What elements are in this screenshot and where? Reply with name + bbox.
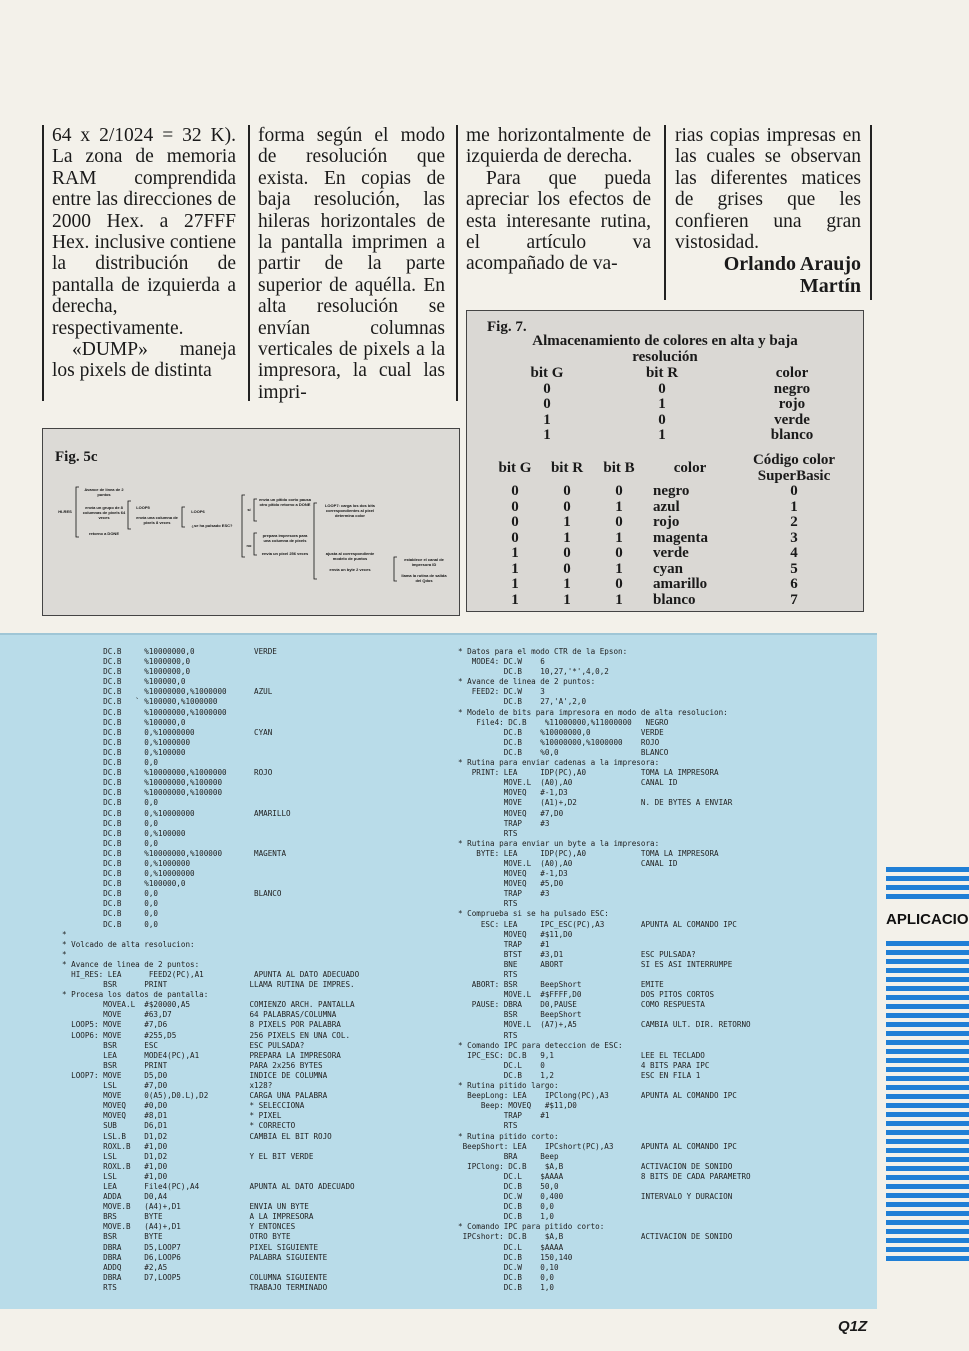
- table-cell: 1: [658, 396, 666, 412]
- diagram-bracket: [254, 499, 257, 521]
- diagram-node: retorno a DONE: [88, 531, 119, 536]
- table-cell: 1: [658, 427, 666, 443]
- column-rule-right: [870, 125, 872, 300]
- article-paragraph: me horizontalmente de izquierda de derecha.: [466, 125, 651, 168]
- column-rule: [456, 125, 458, 401]
- column-rule-left: [42, 125, 44, 401]
- diagram-node: establece el canal de impresora ID: [404, 557, 444, 567]
- article-column-4: [675, 125, 861, 297]
- stripe: [886, 1031, 969, 1036]
- table-header: bit G: [498, 459, 532, 476]
- table-cell: 0: [658, 380, 666, 397]
- table-cell: cyan: [653, 560, 683, 577]
- assembly-listing-left: DC.B %10000000,0 VERDE DC.B %1000000,0 DC.B %1000000,0 DC.B %100000,0 DC.B %10000000,%1000000 AZUL DC.B ` %100000,%1000000 DC.B %10000000,%1000000 DC.B %100000,0 DC.B 0,%10000000 CYAN DC.B 0,%1000000 DC.B 0,%100000 DC.B 0,0 DC.B %10000000,%1000000 ROJO DC.B %10000000,%100000 DC.B %10000000,%100000 DC.B 0,0 DC.B 0,%10000000 AMARILLO DC.B 0,0 DC.B 0,%100000 DC.B 0,0 DC.B %10000000,%100000 MAGENTA DC.B 0,%1000000 DC.B 0,%10000000 DC.B %100000,0 DC.B 0,0 BLANCO DC.B 0,0 DC.B 0,0 DC.B 0,0 * * Volcado de alta resolucion: * * Avance de linea de 2 puntos: HI_RES: LEA FEED2(PC),A1 APUNTA AL DATO ADECUADO BSR PRINT LLAMA RUTINA DE IMPRES. * Procesa los datos de pantalla: MOVEA.L #$20000,A5 COMIENZO ARCH. PANTALLA MOVE #63,D7 64 PALABRAS/COLUMNA LOOP5: MOVE #7,D6 8 PIXELS POR PALABRA LOOP6: MOVE #255,D5 256 PIXELS EN UNA COL. BSR ESC ESC PULSADA? LEA MODE4(PC),A1 PREPARA LA IMPRESORA BSR PRINT PARA 2x256 BYTES LOOP7: MOVE D5,D0 INDICE DE COLUMNA LSL #7,D0 x128? MOVE 0(A5),D0.L),D2 CARGA UNA PALABRA MOVEQ #0,D0 * SELECCIONA MOVEQ #8,D1 * PIXEL SUB D6,D1 * CORRECTO LSL.B D1,D2 CAMBIA EL BIT ROJO ROXL.B #1,D0 LSL D1,D2 Y EL BIT VERDE ROXL.B #1,D0 LSL #1,D0 LEA File4(PC),A4 APUNTA AL DATO ADECUADO ADDA D0,A4 MOVE.B (A4)+,D1 ENVIA UN BYTE BRS BYTE A LA IMPRESORA MOVE.B (A4)+,D1 Y ENTONCES BSR BYTE OTRO BYTE DBRA D5,LOOP7 PIXEL SIGUIENTE DBRA D6,LOOP6 PALABRA SIGUIENTE ADDQ #2,A5 DBRA D7,LOOP5 COLUMNA SIGUIENTE RTS TRABAJO TERMINADO: [62, 647, 360, 1292]
- table-cell: 1: [615, 591, 623, 608]
- table-cell: 0: [563, 498, 571, 515]
- diagram-brackets: [43, 429, 459, 615]
- table-cell: 7: [790, 591, 798, 608]
- table-cell: 0: [563, 483, 571, 499]
- diagram-node: HI-RES: [58, 509, 72, 514]
- table-cell: 6: [790, 576, 798, 592]
- table-cell: 0: [543, 380, 551, 397]
- table-cell: 0: [615, 514, 623, 530]
- table-row: [507, 382, 847, 398]
- diagram-node: envía un pixel 256 veces: [261, 551, 309, 556]
- table-row: [489, 515, 853, 531]
- figure-5c-flow-diagram: [42, 428, 460, 616]
- diagram-node: prepara impresora para una columna de pixels: [262, 533, 308, 543]
- stripe: [886, 1121, 969, 1126]
- stripe: [886, 1085, 969, 1090]
- figure-title: [467, 333, 863, 365]
- stripe: [886, 1220, 969, 1225]
- stripe: [886, 1229, 969, 1234]
- table-cell: 0: [790, 483, 798, 499]
- stripe: [886, 1211, 969, 1216]
- diagram-node: envía una columna de pixels 8 veces: [136, 515, 178, 525]
- table-header: color: [673, 459, 707, 476]
- section-tab-label: APLICACIO: [886, 903, 969, 937]
- assembly-listing-panel: [0, 633, 877, 1309]
- stripe: [886, 1130, 969, 1135]
- table-cell: 1: [543, 411, 551, 428]
- table-row: [507, 413, 847, 429]
- table-cell: 0: [511, 498, 519, 515]
- diagram-node: llama la rutina de salida del Qdos: [401, 573, 447, 583]
- diagram-node: ¿se ha pulsado ESC?: [191, 523, 233, 528]
- diagram-node: sí: [247, 507, 251, 512]
- page-number: Q1Z: [838, 1318, 868, 1335]
- diagram-bracket: [314, 503, 317, 579]
- table-cell: azul: [653, 498, 680, 515]
- figure-title-line: resolución: [632, 349, 698, 365]
- diagram-node: envía un byte 2 veces: [329, 567, 371, 572]
- table-header: bit B: [603, 459, 635, 476]
- stripe: [886, 1202, 969, 1207]
- diagram-node: LOOP5: [136, 505, 150, 510]
- stripe: [886, 885, 969, 890]
- table-cell: blanco: [770, 427, 814, 443]
- table-cell: 1: [615, 560, 623, 577]
- stripe: [886, 1067, 969, 1072]
- diagram-bracket: [394, 557, 397, 581]
- table-header: bit G: [530, 365, 564, 381]
- article-paragraph: rias copias impresas en las cuales se observan las diferentes matices de grises que les confieren una gran vistosidad.: [675, 125, 861, 254]
- table-row: [507, 428, 847, 444]
- stripe: [886, 1157, 969, 1162]
- table-row: [489, 531, 853, 547]
- table-header: color: [775, 365, 809, 381]
- table-header: bit R: [645, 365, 679, 381]
- diagram-bracket: [254, 533, 257, 555]
- table-cell: 1: [511, 576, 519, 592]
- table-cell: 4: [790, 545, 798, 561]
- table-row: [489, 500, 853, 516]
- stripe: [886, 1175, 969, 1180]
- diagram-node: LOOP7: carga los dos bits correspondientes al pixel determina color: [324, 503, 375, 518]
- table-cell: verde: [653, 545, 689, 561]
- table-cell: amarillo: [653, 576, 708, 592]
- table-row: [489, 593, 853, 609]
- stripe: [886, 1040, 969, 1045]
- stripe: [886, 894, 969, 899]
- table-cell: rojo: [778, 396, 806, 412]
- stripe: [886, 950, 969, 955]
- table-cell: 2: [790, 514, 798, 530]
- stripe: [886, 1094, 969, 1099]
- article-column-1: [52, 125, 236, 382]
- author-name: Orlando Araujo: [723, 253, 861, 276]
- diagram-node: Avance de línea de 2 puntos: [84, 487, 124, 497]
- article-paragraph: Para que pueda apreciar los efectos de esta interesante rutina, el artículo va acompañado de va-: [466, 167, 651, 275]
- assembly-listing-right: * Datos para el modo CTR de la Epson: MODE4: DC.W 6 DC.B 10,27,'*',4,0,2 * Avance de linea de 2 puntos: FEED2: DC.W 3 DC.B 27,'A',2,0 * Modelo de bits para impresora en modo de alta resolucion: File4: DC.B %11000000,%11000000 NEGRO DC.B %10000000,0 VERDE DC.B %10000000,%1000000 ROJO DC.B %0,0 BLANCO * Rutina para enviar cadenas a la impresora: PRINT: LEA IDP(PC),A0 TOMA LA IMPRESORA MOVE.L (A0),A0 CANAL ID MOVEQ #-1,D3 MOVE (A1)+,D2 N. DE BYTES A ENVIAR MOVEQ #7,D0 TRAP #3 RTS * Rutina para enviar un byte a la impresora: BYTE: LEA IDP(PC),A0 TOMA LA IMPRESORA MOVE.L (A0),A0 CANAL ID MOVEQ #-1,D3 MOVEQ #5,D0 TRAP #3 RTS * Comprueba si se ha pulsado ESC: ESC: LEA IPC_ESC(PC),A3 APUNTA AL COMANDO IPC MOVEQ #$11,D0 TRAP #1 BTST #3,D1 ESC PULSADA? BNE ABORT SI ES ASI INTERRUMPE RTS ABORT: BSR BeepShort EMITE MOVE.L #$FFFF,D0 DOS PITOS CORTOS PAUSE: DBRA D0,PAUSE COMO RESPUESTA BSR BeepShort MOVE.L (A7)+,A5 CAMBIA ULT. DIR. RETORNO RTS * Comando IPC para deteccion de ESC: IPC_ESC: DC.B 9,1 LEE EL TECLADO DC.L 0 4 BITS PARA IPC DC.B 1,2 ESC EN FILA 1 * Rutina pitido largo: BeepLong: LEA IPClong(PC),A3 APUNTA AL COMANDO IPC Beep: MOVEQ #$11,D0 TRAP #1 RTS * Rutina pitido corto: BeepShort: LEA IPCshort(PC),A3 APUNTA AL COMANDO IPC BRA Beep IPClong: DC.B $A,B ACTIVACION DE SONIDO DC.L $AAAA 8 BITS DE CADA PARAMETRO DC.B 50,0 DC.W 0,400 INTERVALO Y DURACION DC.B 0,0 DC.B 1,0 * Comando IPC para pitido corto: IPCshort: DC.B $A,B ACTIVACION DE SONIDO DC.L $AAAA DC.B 150,140 DC.W 0,10 DC.B 0,0 DC.B 1,0: [458, 647, 751, 1292]
- table-header-row: [507, 366, 847, 382]
- table-cell: 1: [790, 498, 798, 515]
- table-cell: 1: [563, 529, 571, 546]
- table-cell: rojo: [653, 514, 680, 530]
- table-cell: 0: [511, 483, 519, 499]
- stripe: [886, 959, 969, 964]
- stripe: [886, 1166, 969, 1171]
- table-row: [489, 484, 853, 500]
- stripe: [886, 1112, 969, 1117]
- table-cell: 0: [615, 483, 623, 499]
- table-header-row: [489, 453, 853, 484]
- table-cell: 0: [543, 396, 551, 412]
- diagram-node: envía un pitido corto pausa otro pitido retorno a DONE: [259, 497, 312, 507]
- stripe: [886, 1184, 969, 1189]
- table-cell: 0: [511, 529, 519, 546]
- stripe: [886, 1013, 969, 1018]
- table-cell: blanco: [653, 591, 696, 608]
- stripe: [886, 1103, 969, 1108]
- figure-label: Fig. 5c: [55, 449, 98, 465]
- diagram-bracket: [128, 501, 131, 529]
- table-cell: magenta: [653, 529, 708, 546]
- stripe: [886, 1076, 969, 1081]
- stripe: [886, 1139, 969, 1144]
- stripe: [886, 995, 969, 1000]
- stripe: [886, 941, 969, 946]
- article-column-3: [466, 125, 651, 275]
- figure-title-line: Almacenamiento de colores en alta y baja: [532, 333, 798, 349]
- table-cell: 1: [563, 576, 571, 592]
- stripe: [886, 1049, 969, 1054]
- stripe: [886, 1193, 969, 1198]
- stripe: [886, 1256, 969, 1261]
- stripe: [886, 977, 969, 982]
- figure-label: Fig. 7.: [487, 319, 527, 335]
- column-rule: [248, 125, 250, 401]
- stripe: [886, 876, 969, 881]
- table-cell: 1: [511, 545, 519, 561]
- column-rule: [664, 125, 666, 300]
- stripe: [886, 867, 969, 872]
- table-cell: 1: [511, 560, 519, 577]
- table-cell: negro: [653, 483, 690, 499]
- table-row: [489, 562, 853, 578]
- stripe: [886, 1238, 969, 1243]
- stripe: [886, 986, 969, 991]
- article-paragraph: «DUMP» maneja los pixels de distinta: [52, 339, 236, 382]
- table-cell: negro: [773, 380, 811, 397]
- table-cell: 1: [511, 591, 519, 608]
- table-cell: 1: [543, 427, 551, 443]
- table-header: bit R: [550, 459, 584, 476]
- stripe: [886, 1148, 969, 1153]
- table-cell: 0: [511, 514, 519, 530]
- table-cell: 0: [563, 560, 571, 577]
- table-cell: 5: [790, 560, 798, 577]
- article-column-2: [258, 125, 445, 403]
- author-name: Martín: [799, 275, 861, 298]
- diagram-node: ajusta al correspondiente modelo de puntos: [325, 551, 375, 561]
- stripe: [886, 1004, 969, 1009]
- table-cell: 1: [563, 591, 571, 608]
- table-cell: 1: [563, 514, 571, 530]
- table-header: Código color SuperBasic: [752, 452, 836, 484]
- table-cell: 0: [615, 545, 623, 561]
- stripe: [886, 1058, 969, 1063]
- figure-7-color-table: [466, 310, 864, 612]
- color-table-low-res: [507, 366, 847, 444]
- diagram-bracket: [182, 507, 185, 527]
- table-cell: 0: [615, 576, 623, 592]
- stripe: [886, 1247, 969, 1252]
- table-row: [507, 397, 847, 413]
- table-cell: 0: [658, 411, 666, 428]
- table-cell: 1: [615, 498, 623, 515]
- table-row: [489, 546, 853, 562]
- table-cell: verde: [774, 411, 810, 428]
- stripe: [886, 1022, 969, 1027]
- diagram-node: no: [246, 543, 252, 548]
- color-table-high-res: [489, 453, 853, 608]
- diagram-node: envía un grupo de 8 columnas de pixels 64 veces: [82, 505, 126, 520]
- stripe: [886, 968, 969, 973]
- table-cell: 1: [615, 529, 623, 546]
- article-paragraph: forma según el modo de resolución que exista. En copias de baja resolución, las hileras horizontales de la pantalla imprimen a partir de la parte superior de aquélla. En alta resolución se envían columnas verticales de pixels a la impresora, la cual las impri-: [258, 125, 445, 403]
- diagram-bracket: [76, 487, 79, 537]
- table-cell: 0: [563, 545, 571, 561]
- table-cell: 3: [790, 529, 798, 546]
- article-paragraph: 64 x 2/1024 = 32 K). La zona de memoria RAM comprendida entre las direcciones de 2000 Hex. a 27FFF Hex. inclusive contiene la distribución de pantalla de izquierda a derecha, respectivamente.: [52, 125, 236, 339]
- diagram-node: LOOP6: [191, 509, 205, 514]
- table-row: [489, 577, 853, 593]
